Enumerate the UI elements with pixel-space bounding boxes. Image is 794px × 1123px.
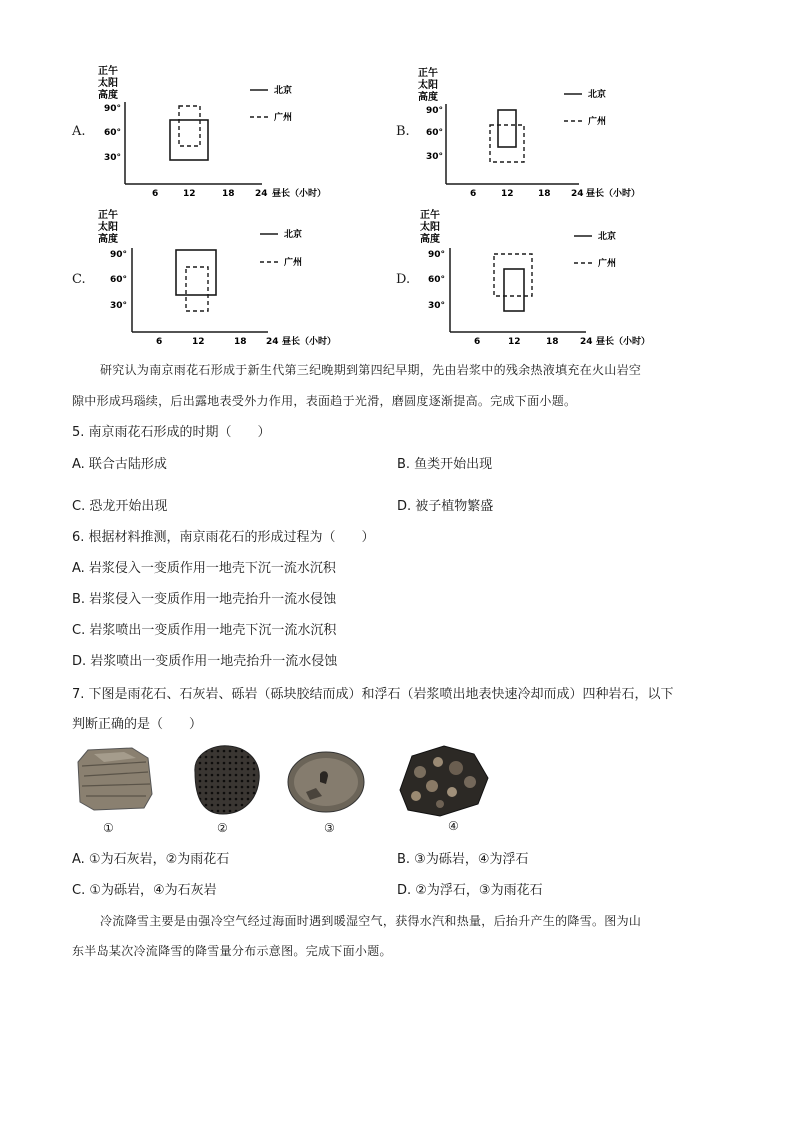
legend-solid-label: 北京 — [588, 90, 607, 100]
legend-solid-label: 北京 — [274, 86, 293, 96]
ylabel-line2: 太阳 — [418, 80, 438, 91]
ytick-90: 90° — [428, 250, 446, 260]
ylabel-line1: 正午 — [420, 210, 440, 221]
q7-option-c[interactable]: C. ①为砾岩，④为石灰岩 — [72, 883, 217, 898]
rock-1-limestone-image — [74, 744, 154, 818]
beijing-range — [170, 120, 208, 160]
ylabel-line3: 高度 — [98, 234, 118, 245]
ylabel-line3: 高度 — [98, 90, 118, 101]
xlabel: 昼长（小时） — [282, 337, 337, 347]
xtick-6: 6 — [152, 189, 159, 199]
beijing-range — [498, 110, 516, 147]
ytick-30: 30° — [428, 301, 446, 311]
xtick-18: 18 — [546, 337, 559, 347]
ytick-60: 60° — [110, 275, 128, 285]
q6-option-a[interactable]: A. 岩浆侵入一变质作用一地壳下沉一流水沉积 — [72, 561, 336, 576]
xtick-12: 12 — [508, 337, 521, 347]
ylabel-line1: 正午 — [418, 68, 438, 79]
q6-option-b[interactable]: B. 岩浆侵入一变质作用一地壳抬升一流水侵蚀 — [72, 592, 337, 607]
beijing-range — [176, 250, 216, 295]
ytick-90: 90° — [110, 250, 128, 260]
ytick-30: 30° — [426, 152, 444, 162]
rock-label-3: ③ — [324, 821, 335, 835]
q5-option-d[interactable]: D. 被子植物繁盛 — [397, 499, 494, 514]
ytick-60: 60° — [428, 275, 446, 285]
legend-solid-label: 北京 — [284, 230, 303, 240]
q5-option-b[interactable]: B. 鱼类开始出现 — [397, 457, 493, 472]
xtick-6: 6 — [474, 337, 481, 347]
question-5-stem: 5. 南京雨花石形成的时期（ ） — [72, 425, 271, 440]
xtick-6: 6 — [470, 189, 477, 199]
option-letter-c: C. — [72, 272, 86, 287]
q7-option-a[interactable]: A. ①为石灰岩，②为雨花石 — [72, 852, 230, 867]
ytick-30: 30° — [110, 301, 128, 311]
ylabel-line1: 正午 — [98, 210, 118, 221]
legend-dashed-label: 广州 — [274, 113, 293, 123]
passage-2-line-1: 冷流降雪主要是由强冷空气经过海面时遇到暖湿空气，获得水汽和热量，后抬升产生的降雪。图为山 — [100, 914, 642, 928]
guangzhou-range — [494, 254, 532, 296]
q6-option-c[interactable]: C. 岩浆喷出一变质作用一地壳下沉一流水沉积 — [72, 623, 337, 638]
passage-2-line-2: 东半岛某次冷流降雪的降雪量分布示意图。完成下面小题。 — [72, 944, 392, 958]
chart-b — [414, 64, 654, 204]
ylabel-line3: 高度 — [420, 234, 440, 245]
ylabel-line2: 太阳 — [98, 222, 118, 233]
xlabel: 昼长（小时） — [272, 189, 327, 199]
q7-option-d[interactable]: D. ②为浮石，③为雨花石 — [397, 883, 543, 898]
q5-option-c[interactable]: C. 恐龙开始出现 — [72, 499, 168, 514]
legend-dashed-label: 广州 — [588, 117, 607, 127]
guangzhou-range — [179, 106, 200, 146]
option-letter-d: D. — [396, 272, 411, 287]
ytick-60: 60° — [426, 128, 444, 138]
beijing-range — [504, 269, 524, 311]
q6-option-d[interactable]: D. 岩浆喷出一变质作用一地壳抬升一流水侵蚀 — [72, 654, 338, 669]
guangzhou-range — [186, 267, 208, 311]
chart-d — [414, 206, 664, 352]
chart-a — [90, 62, 327, 202]
question-7-stem-line-1: 7. 下图是雨花石、石灰岩、砾岩（砾块胶结而成）和浮石（岩浆喷出地表快速冷却而成）四种岩石，以下 — [72, 687, 674, 702]
ylabel-line2: 太阳 — [420, 222, 440, 233]
xtick-24: 24 — [266, 337, 279, 347]
xtick-18: 18 — [538, 189, 551, 199]
passage-1-line-2: 隙中形成玛瑙续，后出露地表受外力作用，表面趋于光滑，磨圆度逐渐提高。完成下面小题。 — [72, 394, 577, 408]
rock-label-2: ② — [217, 821, 228, 835]
ylabel-line1: 正午 — [98, 66, 118, 77]
option-letter-b: B. — [396, 124, 410, 139]
xlabel: 昼长（小时） — [596, 337, 651, 347]
legend-dashed-label: 广州 — [598, 259, 617, 269]
legend-solid-label: 北京 — [598, 232, 617, 242]
xtick-18: 18 — [234, 337, 247, 347]
xtick-12: 12 — [192, 337, 205, 347]
xtick-24: 24 — [255, 189, 268, 199]
ytick-90: 90° — [426, 106, 444, 116]
q7-option-b[interactable]: B. ③为砾岩，④为浮石 — [397, 852, 529, 867]
passage-1-line-1: 研究认为南京雨花石形成于新生代第三纪晚期到第四纪早期，先由岩浆中的残余热液填充在火山岩空 — [100, 363, 642, 377]
ytick-90: 90° — [104, 104, 122, 114]
xtick-12: 12 — [501, 189, 514, 199]
xtick-24: 24 — [571, 189, 584, 199]
q5-option-a[interactable]: A. 联合古陆形成 — [72, 457, 167, 472]
rock-label-4: ④ — [448, 819, 459, 833]
guangzhou-range — [490, 125, 524, 162]
ylabel-line3: 高度 — [418, 92, 438, 103]
ytick-60: 60° — [104, 128, 122, 138]
xtick-12: 12 — [183, 189, 196, 199]
xtick-24: 24 — [580, 337, 593, 347]
question-6-stem: 6. 根据材料推测，南京雨花石的形成过程为（ ） — [72, 530, 375, 545]
option-letter-a: A. — [72, 124, 86, 139]
xlabel: 昼长（小时） — [586, 189, 641, 199]
ylabel-line2: 太阳 — [98, 78, 118, 89]
rock-4-conglomerate-image — [392, 742, 492, 822]
xtick-18: 18 — [222, 189, 235, 199]
chart-c — [94, 206, 337, 352]
legend-dashed-label: 广州 — [284, 258, 303, 268]
rock-3-yuhua-stone-image — [286, 748, 366, 818]
ytick-30: 30° — [104, 153, 122, 163]
xtick-6: 6 — [156, 337, 163, 347]
rock-label-1: ① — [103, 821, 114, 835]
question-7-stem-line-2: 判断正确的是（ ） — [72, 717, 203, 732]
rock-2-pumice-image — [185, 742, 265, 822]
